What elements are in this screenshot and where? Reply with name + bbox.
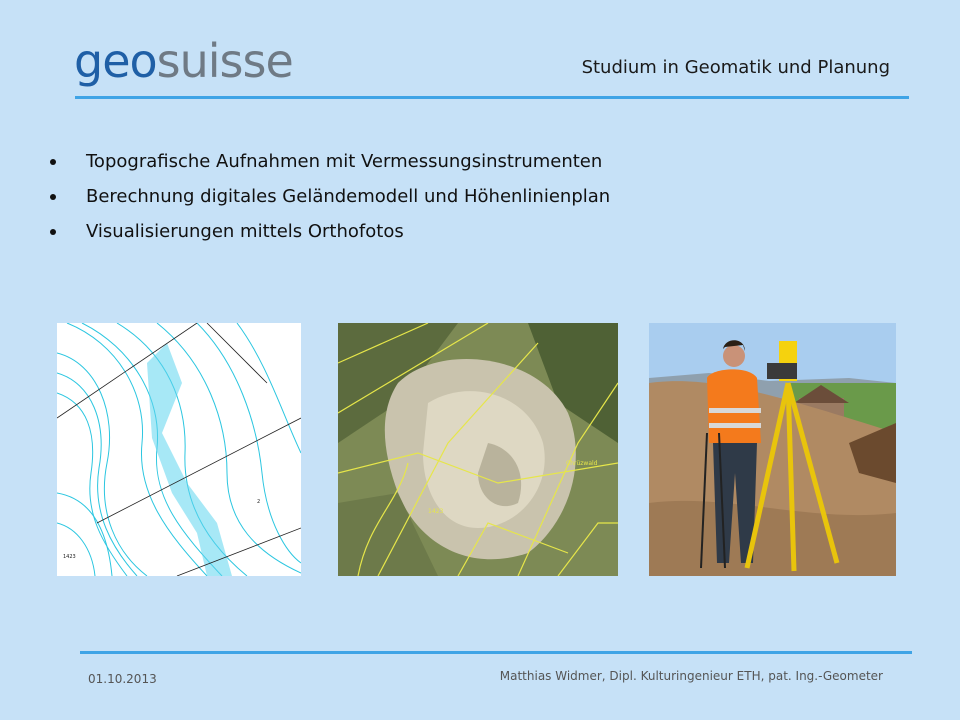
- bullet-text: Topografische Aufnahmen mit Vermessungsinstrumenten: [86, 151, 603, 172]
- orthophoto-image: [338, 323, 618, 576]
- map-label: 2: [257, 499, 261, 505]
- footer-date: 01.10.2013: [88, 672, 157, 686]
- surveyor-photo: [649, 323, 896, 576]
- bullet-dot: [50, 194, 56, 200]
- bullet-list: [50, 148, 610, 253]
- map-label: 1423: [63, 554, 76, 560]
- ortho-label: 1423: [428, 508, 444, 515]
- bullet-text: Berechnung digitales Geländemodell und Höhenlinienplan: [86, 186, 611, 207]
- bullet-dot: [50, 229, 56, 235]
- bullet-item: [50, 148, 610, 183]
- logo-suisse: suisse: [156, 34, 293, 88]
- header-divider: [75, 96, 909, 99]
- bullet-item: [50, 218, 610, 253]
- bullet-dot: [50, 159, 56, 165]
- header-subtitle: Studium in Geomatik und Planung: [581, 57, 890, 78]
- bullet-text: Visualisierungen mittels Orthofotos: [86, 221, 404, 242]
- logo-geo: geo: [74, 34, 157, 88]
- geosuisse-logo: [74, 34, 293, 88]
- footer-divider: [80, 651, 912, 654]
- contour-map-image: [57, 323, 301, 576]
- bullet-item: [50, 183, 610, 218]
- ortho-label: Chrüzwald: [566, 460, 598, 467]
- footer-author: Matthias Widmer, Dipl. Kulturingenieur ETH, pat. Ing.-Geometer: [499, 669, 883, 683]
